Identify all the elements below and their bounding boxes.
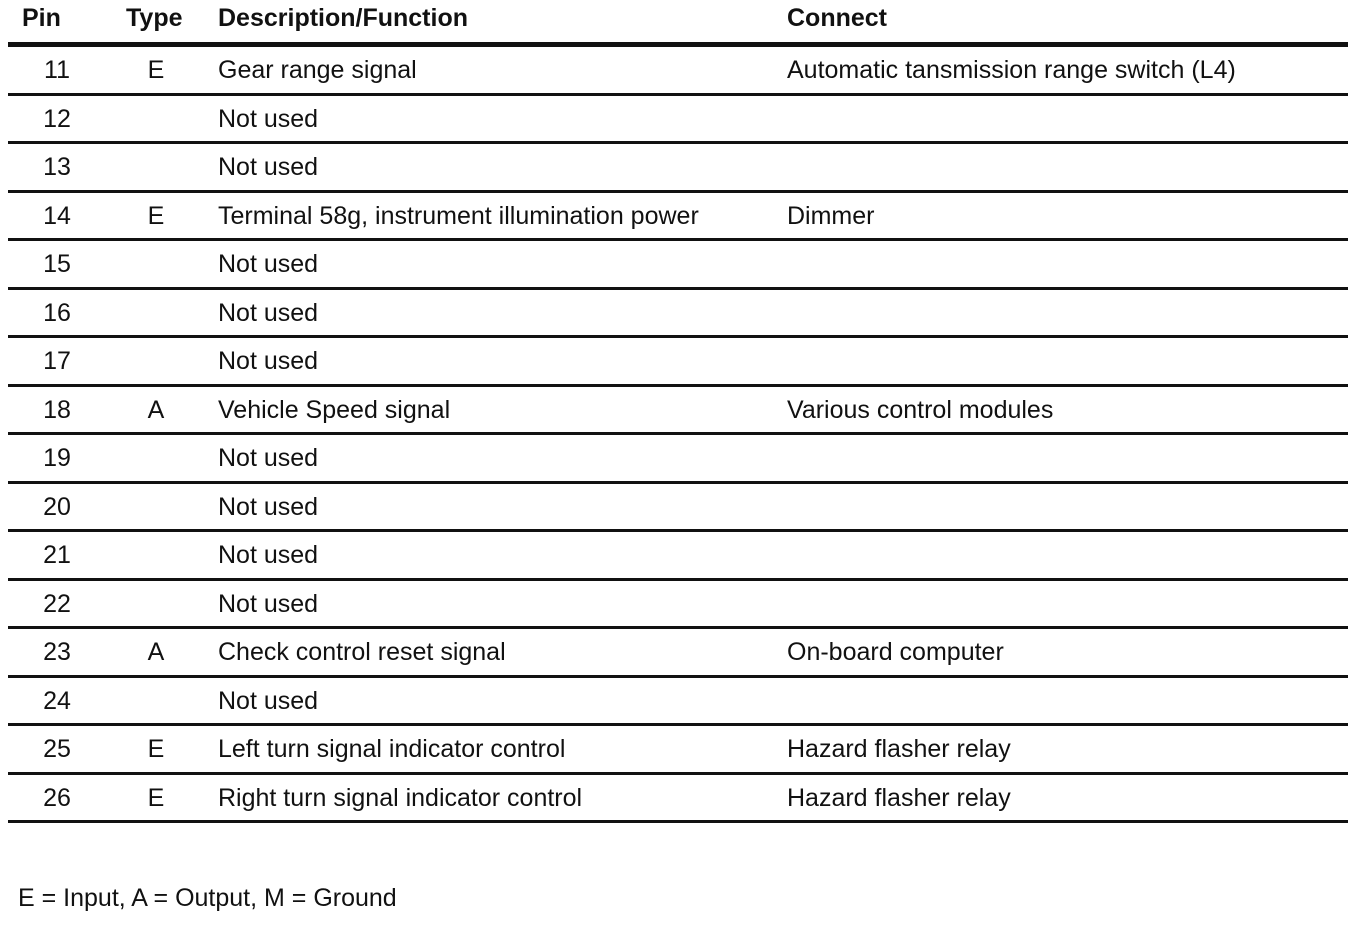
- header-type: Type: [126, 4, 183, 32]
- table-row: [8, 144, 1348, 193]
- type-cell: E: [147, 201, 165, 230]
- type-cell: A: [147, 395, 165, 424]
- pin-cell: 13: [43, 153, 71, 181]
- description-cell: Not used: [218, 153, 319, 181]
- table-row: [8, 241, 1348, 290]
- table-row: [8, 484, 1348, 533]
- pin-cell: 18: [43, 395, 71, 424]
- pin-cell: 21: [43, 541, 71, 569]
- table-row: [8, 726, 1348, 775]
- type-cell: E: [147, 735, 165, 763]
- header-description: Description/Function: [218, 4, 468, 32]
- description-cell: Not used: [218, 250, 319, 278]
- connect-cell: Dimmer: [787, 201, 875, 230]
- header-pin: Pin: [22, 4, 61, 32]
- table-row: [8, 47, 1348, 96]
- connect-cell: On-board computer: [787, 638, 1004, 666]
- pin-table: [8, 0, 1348, 823]
- table-row: [8, 338, 1348, 387]
- table-row: [8, 435, 1348, 484]
- pin-cell: 19: [43, 444, 71, 472]
- description-cell: Vehicle Speed signal: [218, 395, 451, 424]
- pin-cell: 20: [43, 492, 71, 521]
- table-row: [8, 775, 1348, 824]
- pin-cell: 11: [44, 56, 70, 84]
- type-cell: A: [147, 638, 165, 666]
- description-cell: Check control reset signal: [218, 638, 506, 666]
- description-cell: Not used: [218, 541, 319, 569]
- pin-cell: 16: [43, 298, 71, 327]
- connect-cell: Hazard flasher relay: [787, 783, 1011, 812]
- description-cell: Right turn signal indicator control: [218, 783, 583, 812]
- pin-cell: 22: [43, 589, 71, 618]
- description-cell: Terminal 58g, instrument illumination power: [218, 201, 699, 230]
- table-row: [8, 532, 1348, 581]
- table-row: [8, 193, 1348, 242]
- pin-cell: 25: [43, 735, 71, 763]
- legend-footnote: E = Input, A = Output, M = Ground: [18, 884, 397, 912]
- pin-cell: 14: [43, 201, 71, 230]
- connect-cell: Hazard flasher relay: [787, 735, 1011, 763]
- description-cell: Not used: [218, 444, 319, 472]
- type-cell: E: [147, 783, 165, 812]
- description-cell: Gear range signal: [218, 56, 417, 84]
- table-body: [8, 47, 1348, 823]
- type-cell: E: [147, 56, 165, 84]
- pin-cell: 17: [43, 347, 71, 375]
- table-header: [8, 0, 1348, 47]
- pin-cell: 23: [43, 638, 71, 666]
- table-row: [8, 290, 1348, 339]
- description-cell: Not used: [218, 347, 319, 375]
- pin-cell: 15: [43, 250, 71, 278]
- table-row: [8, 96, 1348, 145]
- description-cell: Not used: [218, 589, 319, 618]
- table-row: [8, 581, 1348, 630]
- description-cell: Not used: [218, 104, 319, 133]
- description-cell: Not used: [218, 298, 319, 327]
- description-cell: Not used: [218, 492, 319, 521]
- table-row: [8, 678, 1348, 727]
- description-cell: Left turn signal indicator control: [218, 735, 566, 763]
- table-row: [8, 387, 1348, 436]
- connect-cell: Automatic tansmission range switch (L4): [787, 56, 1236, 84]
- header-connect: Connect: [787, 4, 887, 32]
- table-row: [8, 629, 1348, 678]
- description-cell: Not used: [218, 686, 319, 715]
- pin-cell: 12: [43, 104, 71, 133]
- connect-cell: Various control modules: [787, 395, 1054, 424]
- pin-cell: 24: [43, 686, 71, 715]
- pin-cell: 26: [43, 783, 71, 812]
